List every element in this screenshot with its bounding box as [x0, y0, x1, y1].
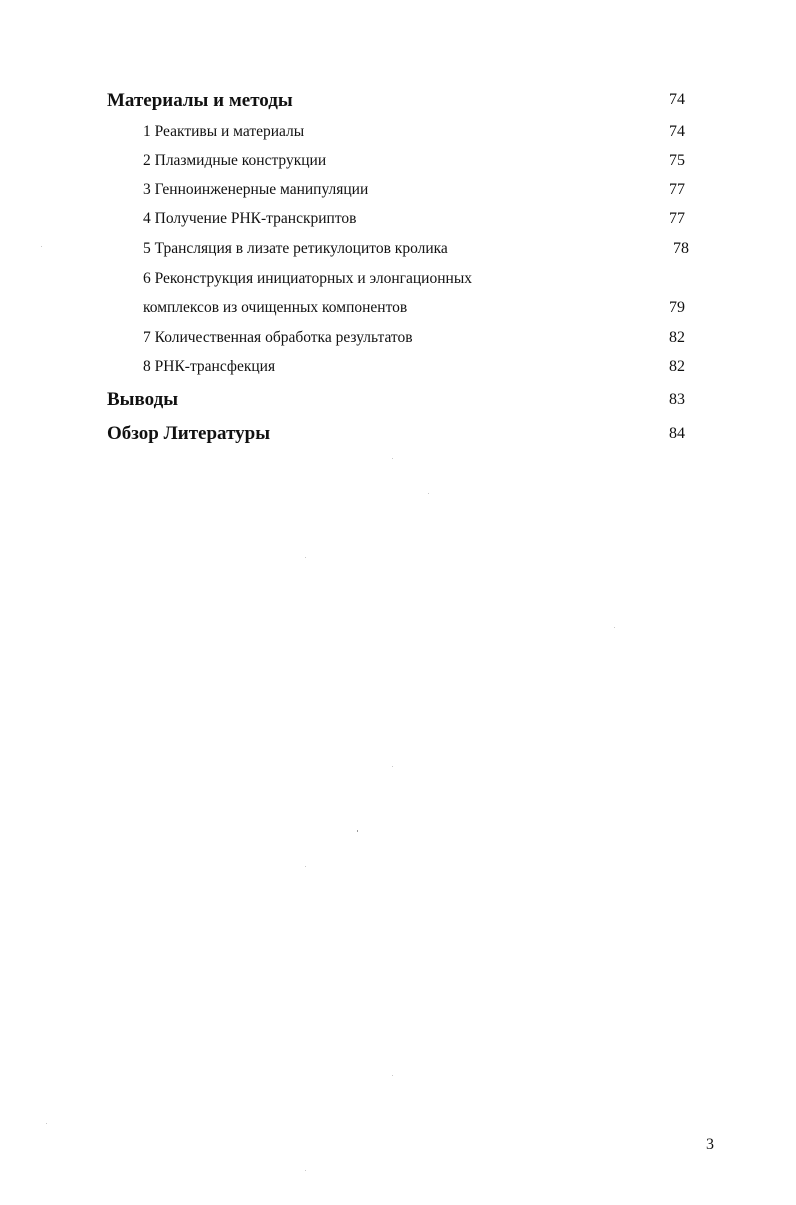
- scan-speck: [428, 493, 429, 494]
- scan-speck: [305, 1170, 306, 1171]
- toc-entry-page: 79: [669, 299, 685, 316]
- toc-entry-title: Материалы и методы: [107, 90, 293, 111]
- toc-entry-title: 4 Получение РНК-транскриптов: [143, 210, 357, 227]
- toc-entry-title: 3 Генноинженерные манипуляции: [143, 181, 369, 198]
- toc-entry-translation-lysate: [0, 240, 796, 264]
- toc-entry-rna-transfection: [0, 358, 796, 382]
- scan-speck: [392, 1075, 393, 1076]
- toc-entry-title: 8 РНК-трансфекция: [143, 358, 276, 375]
- toc-entry-title: Обзор Литературы: [107, 423, 271, 444]
- toc-entry-reconstruction-line2: [0, 299, 796, 323]
- toc-entry-title: 2 Плазмидные конструкции: [143, 152, 327, 169]
- scan-speck: [305, 557, 306, 558]
- toc-entry-rna-transcripts: [0, 210, 796, 234]
- scan-speck: [392, 458, 393, 459]
- toc-entry-page: 74: [669, 91, 685, 108]
- toc-entry-literature-review: [0, 423, 796, 447]
- toc-entry-page: 77: [669, 181, 685, 198]
- toc-entry-conclusions: [0, 389, 796, 413]
- page-number: 3: [706, 1136, 714, 1153]
- toc-entry-page: 83: [669, 391, 685, 408]
- toc-entry-page: 82: [669, 329, 685, 346]
- toc-entry-plasmid-constructs: [0, 152, 796, 176]
- scan-speck: [614, 627, 615, 628]
- toc-entry-materials-methods: [0, 90, 796, 114]
- scan-speck: [392, 766, 393, 767]
- scan-speck: [357, 830, 358, 832]
- toc-entry-page: 84: [669, 425, 685, 442]
- toc-entry-genetic-manipulations: [0, 181, 796, 205]
- scan-speck: [305, 866, 306, 867]
- toc-entry-title: 6 Реконструкция инициаторных и элонгационных: [143, 270, 472, 287]
- toc-entry-quantitative-processing: [0, 329, 796, 353]
- toc-entry-page: 77: [669, 210, 685, 227]
- scan-speck: [41, 246, 42, 247]
- toc-entry-page: 74: [669, 123, 685, 140]
- toc-entry-title: 1 Реактивы и материалы: [143, 123, 305, 140]
- toc-entry-reconstruction-line1: [0, 270, 796, 294]
- toc-entry-title: 7 Количественная обработка результатов: [143, 329, 413, 346]
- toc-entry-title: Выводы: [107, 389, 179, 410]
- toc-entry-title: комплексов из очищенных компонентов: [143, 299, 408, 316]
- scan-speck: [46, 1123, 47, 1124]
- toc-entry-page: 78: [673, 240, 689, 257]
- toc-entry-reagents: [0, 123, 796, 147]
- toc-entry-page: 75: [669, 152, 685, 169]
- toc-entry-page: 82: [669, 358, 685, 375]
- toc-entry-title: 5 Трансляция в лизате ретикулоцитов кролика: [143, 240, 448, 257]
